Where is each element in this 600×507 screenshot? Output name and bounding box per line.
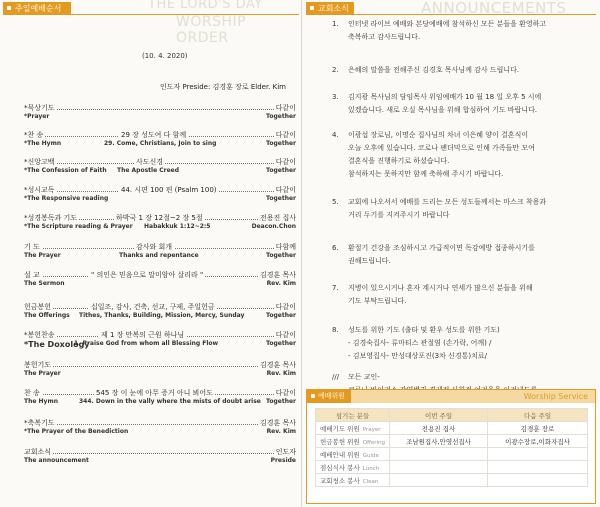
order-item-title-ko: *신앙고백: [24, 158, 55, 166]
order-item-title-en: *The Confession of Faith: [24, 167, 107, 174]
order-item-title-en: The Prayer: [24, 252, 61, 259]
order-item-detail-en: 344. Down in the vally where the mists of doubt arise: [79, 398, 261, 405]
announcement-number: 6.: [332, 244, 339, 252]
service-role-en: Lunch: [362, 465, 380, 472]
announcement-line: - 김보영집사- 만성대상포진(3차 신경통)치료/: [348, 352, 487, 360]
service-row: [316, 448, 588, 461]
announcement-line: 거리 두기를 지켜주시기 바랍니다: [348, 211, 450, 219]
service-role-en: Offering: [362, 439, 386, 446]
order-item-leader-en: Together: [266, 167, 296, 174]
col-header-role: 섬기는 분들: [316, 409, 390, 422]
order-item-detail-en: 1. Praise God from whom all Blessing Flow: [74, 340, 219, 347]
order-item-ko-line: [19, 270, 296, 280]
order-item-leader-en: Together: [266, 340, 296, 347]
order-item-detail-ko: 29 장 성도여 다 함께: [121, 131, 187, 139]
order-item-title-en: *The Doxology: [24, 340, 90, 349]
order-item-en-line: [19, 457, 296, 466]
order-item-ko-line: [19, 447, 296, 457]
announcement-line: 기도 부탁드립니다.: [348, 297, 407, 305]
order-item-en-line: [19, 167, 296, 176]
announcement-number: 8.: [332, 326, 339, 334]
order-item-title-en: The Offerings: [24, 312, 70, 319]
order-item-detail-en: Habakkuk 1:12~2:5: [144, 223, 211, 230]
order-item-leader-ko: 인도자: [275, 448, 296, 456]
service-next-week: 이광수장로,이화자집사: [488, 435, 588, 448]
order-item-title-en: *The Prayer of the Benediction: [24, 428, 129, 435]
announcement-number: 5.: [332, 198, 339, 206]
announcement-line: 모든 교인-: [348, 373, 380, 381]
order-item-leader-ko: 다같이: [275, 186, 296, 194]
order-item-ko-line: [19, 157, 296, 167]
order-item-title-en: *The Scripture reading & Prayer: [24, 223, 133, 230]
service-table: [315, 408, 588, 487]
order-item-ko-line: [19, 302, 296, 312]
service-tag: 예배위원: [307, 390, 351, 403]
order-item-leader-en: Rev. Kim: [266, 280, 296, 287]
order-item-ko-line: [19, 330, 296, 340]
order-item-detail-ko: 제 1 장 만복의 근원 하나님: [101, 331, 185, 339]
order-item-title-ko: *묵상기도: [24, 104, 55, 112]
service-role: [316, 474, 390, 487]
order-item-ko-line: [19, 360, 296, 370]
ghost-title-line2: WORSHIP ORDER: [176, 14, 247, 46]
order-item-leader-en: Together: [266, 140, 296, 147]
service-role: [316, 461, 390, 474]
announcement-line: 교회에 나오셔서 예배를 드리는 모든 성도들께서는 마스크 착용과: [348, 198, 547, 206]
order-item-title-en: *Prayer: [24, 113, 50, 120]
announcement-number: 3.: [332, 93, 339, 101]
order-item: [19, 447, 296, 469]
announcement-line: 김지광 목사님의 담임목사 위임예배가 10 월 18 일 오후 5 시에: [348, 93, 542, 101]
order-item-leader-en: Together: [266, 113, 296, 120]
col-header-this-week: 이번 주일: [390, 409, 488, 422]
announcement-number: 4.: [332, 131, 339, 139]
order-item-leader-ko: 다같이: [275, 158, 296, 166]
order-item-leader-en: Together: [266, 195, 296, 202]
order-item-title-ko: *찬 송: [24, 131, 44, 139]
preside-line: 인도자 Preside: 김경훈 장로 Elder. Kim: [160, 83, 286, 91]
order-item-leader-en: Rev. Kim: [266, 428, 296, 435]
order-item-title-en: *The Responsive reading: [24, 195, 109, 202]
service-this-week: [390, 474, 488, 487]
order-item-detail-ko: " 의인은 믿음으로 말미암아 살리라 ": [91, 271, 204, 279]
service-row: [316, 474, 588, 487]
service-role-ko: 교회청소 봉사: [320, 476, 360, 485]
order-item-title-en: *The Hymn: [24, 140, 62, 147]
order-item: [19, 388, 296, 410]
announcement-line: 축복하고 감사드립니다.: [348, 33, 421, 41]
service-role-en: Prayer: [362, 426, 381, 433]
order-item-leader-en: Together: [266, 312, 296, 319]
service-next-week: [488, 461, 588, 474]
order-item-detail-ko: 십일조, 감사, 건축, 선교, 구제, 주일헌금: [91, 303, 215, 311]
service-role-en: Guide: [362, 452, 379, 459]
order-item-ko-line: [19, 130, 296, 140]
announcement-item: [332, 242, 597, 268]
announcement-line: - 김경숙집사- 류마티스 관절염 (손가락, 어깨) /: [348, 339, 492, 347]
order-item-title-en: The Hymn: [24, 398, 58, 405]
order-item: [19, 270, 296, 292]
order-item-title-en: The Sermon: [24, 280, 65, 287]
service-role-ko: 예배기도 위원: [320, 424, 360, 433]
service-role-ko: 점심식사 봉사: [320, 463, 360, 472]
worship-service-box: [306, 389, 596, 504]
order-item-en-line: [19, 280, 296, 289]
leader-dots: [24, 453, 296, 454]
service-this-week: 전용진 집사: [390, 422, 488, 435]
order-item-leader-ko: 전용진 집사: [259, 214, 296, 222]
announcement-line: 은혜의 말씀을 전해주신 김경호 목사님께 감사 드립니다.: [348, 66, 520, 74]
announcements-header: 교회소식: [306, 2, 354, 15]
service-role-ko: 예배안내 위원: [320, 450, 360, 459]
order-item-detail-en: Thanks and repentance: [119, 252, 199, 259]
order-item-title-ko: 교회소식: [24, 448, 52, 456]
announcement-number: 7.: [332, 284, 339, 292]
service-title-en: Worship Service: [523, 392, 588, 401]
order-item: [19, 330, 296, 352]
order-item-leader-ko: 김경훈 목사: [259, 271, 296, 279]
order-item-title-ko: *봉헌찬송: [24, 331, 55, 339]
announcement-line: 결혼식을 진행하기로 하셨습니다.: [348, 157, 450, 165]
service-role-ko: 헌금봉헌 위원: [320, 437, 360, 446]
order-item-leader-ko: 다같이: [275, 303, 296, 311]
order-item-en-line: [19, 340, 296, 349]
order-item-leader-en: Together: [266, 252, 296, 259]
order-item-detail-ko: 사도신경: [136, 158, 164, 166]
order-item-en-line: [19, 370, 296, 379]
order-item: [19, 103, 296, 125]
announcement-line: 이광섭 장로님, 이명순 집사님의 차녀 이은혜 양이 결혼식이: [348, 131, 529, 139]
announcement-item: [332, 324, 597, 363]
announcement-line: 인터넷 라이브 예배와 본당예배에 참석하신 모든 분들을 환영하고: [348, 20, 547, 28]
service-role: [316, 435, 390, 448]
service-row: [316, 435, 588, 448]
worship-order-header: 주일예배순서: [3, 2, 71, 15]
announcement-line: 지병이 있으시거나 혼자 계시거나 연세가 많으신 분들을 위해: [348, 284, 533, 292]
announcements-panel: [303, 0, 600, 507]
service-role-en: Clean: [362, 478, 379, 485]
order-item: [19, 157, 296, 179]
order-item-leader-ko: 다같이: [275, 331, 296, 339]
service-role: [316, 422, 390, 435]
order-item-detail-ko: 하박국 1 장 12절~2 장 5절: [116, 214, 203, 222]
order-item-en-line: [19, 428, 296, 437]
announcement-line: 성도를 위한 기도 (출타 및 환우 성도를 위한 기도): [348, 326, 500, 334]
service-next-week: 김경훈 장로: [488, 422, 588, 435]
order-item-title-ko: 설 교: [24, 271, 40, 279]
order-item-detail-en: 29. Come, Christians, Join to sing: [104, 140, 217, 147]
service-role: [316, 448, 390, 461]
announcement-item: [332, 129, 597, 181]
service-this-week: [390, 461, 488, 474]
order-item-en-line: [19, 223, 296, 232]
order-item-detail-en: The Apostle Creed: [117, 167, 180, 174]
order-item-en-line: [19, 195, 296, 204]
order-item-detail-en: Tithes, Thanks, Building, Mission, Mercy, Sunday: [79, 312, 245, 319]
order-item-detail-ko: 감사와 회개: [136, 243, 173, 251]
announcement-number: 1.: [332, 20, 339, 28]
announcement-item: [332, 282, 597, 308]
announcement-line: 환절기 건강을 조심하시고 가급적이면 독감예방 접종하시기를: [348, 244, 535, 252]
order-item-leader-ko: 다같이: [275, 131, 296, 139]
order-item-en-line: [19, 113, 296, 122]
order-item-leader-en: Preside: [270, 457, 296, 464]
service-table-header: [316, 409, 588, 422]
order-item: [19, 360, 296, 382]
order-item-leader-en: Rev. Kim: [266, 370, 296, 377]
order-item-title-ko: 헌금봉헌: [24, 303, 52, 311]
order-item-title-ko: *성경봉독과 기도: [24, 214, 78, 222]
order-item-leader-ko: 다함께: [275, 243, 296, 251]
announcement-item: [332, 196, 597, 222]
order-item-ko-line: [19, 185, 296, 195]
leader-dots: [24, 109, 296, 110]
order-item-title-ko: 찬 송: [24, 389, 40, 397]
order-item-leader-en: Together: [266, 398, 296, 405]
order-item-leader-ko: 다같이: [275, 104, 296, 112]
order-item-en-line: [19, 252, 296, 261]
leader-dots: [24, 424, 296, 425]
order-item-leader-ko: 다같이: [275, 389, 296, 397]
order-item: [19, 130, 296, 152]
announcement-number: ///: [332, 373, 340, 381]
order-item-title-en: The Prayer: [24, 370, 61, 377]
ghost-announcements: ANNOUNCEMENTS: [421, 0, 567, 17]
order-item-ko-line: [19, 388, 296, 398]
announcement-item: [332, 91, 597, 117]
service-next-week: [488, 448, 588, 461]
order-item-title-ko: 봉헌기도: [24, 361, 52, 369]
order-item-ko-line: [19, 213, 296, 223]
leader-dots: [24, 366, 296, 367]
announcement-line: 있겠습니다. 새로 오실 목사님을 위해 합심하여 기도 바랍니다.: [348, 106, 538, 114]
service-this-week: [390, 448, 488, 461]
service-this-week: 조남원집사,안영선집사: [390, 435, 488, 448]
order-item: [19, 302, 296, 324]
order-item-ko-line: [19, 242, 296, 252]
service-header: [307, 390, 595, 403]
announcement-line: 참석하지는 못하지만 함께 축하해 주시기 바랍니다.: [348, 170, 504, 178]
order-item-leader-en: Deacon.Chon: [251, 223, 296, 230]
order-item-title-en: The announcement: [24, 457, 89, 464]
order-item-en-line: [19, 140, 296, 149]
order-item-ko-line: [19, 103, 296, 113]
service-row: [316, 422, 588, 435]
order-item-en-line: [19, 398, 296, 407]
order-item-title-ko: 기 도: [24, 243, 40, 251]
order-item-title-ko: *축복기도: [24, 419, 55, 427]
order-item-detail-ko: 545 장 이 눈에 아무 증거 아니 뵈어도: [96, 389, 213, 397]
order-item: [19, 242, 296, 264]
announcement-number: 2.: [332, 66, 339, 74]
order-item-title-ko: *성시교독: [24, 186, 55, 194]
ghost-title-line1: THE LORD'S DAY: [148, 0, 263, 12]
col-header-next-week: 다음 주일: [488, 409, 588, 422]
order-item: [19, 418, 296, 440]
order-item: [19, 185, 296, 207]
worship-date: (10. 4. 2020): [142, 52, 188, 60]
order-item-en-line: [19, 312, 296, 321]
announcement-item: [332, 64, 597, 77]
order-item-detail-ko: 44. 시편 100 편 (Psalm 100): [121, 186, 217, 194]
order-item: [19, 213, 296, 235]
order-item-ko-line: [19, 418, 296, 428]
announcement-line: 권해드립니다.: [348, 257, 391, 265]
service-row: [316, 461, 588, 474]
service-next-week: [488, 474, 588, 487]
order-item-leader-ko: 김경훈 목사: [259, 361, 296, 369]
announcement-item: [332, 18, 597, 44]
announcement-line: 오늘 오후에 있습니다. 코로나 팬더믹으로 인해 가족들만 모여: [348, 144, 535, 152]
order-item-leader-ko: 김경훈 목사: [259, 419, 296, 427]
